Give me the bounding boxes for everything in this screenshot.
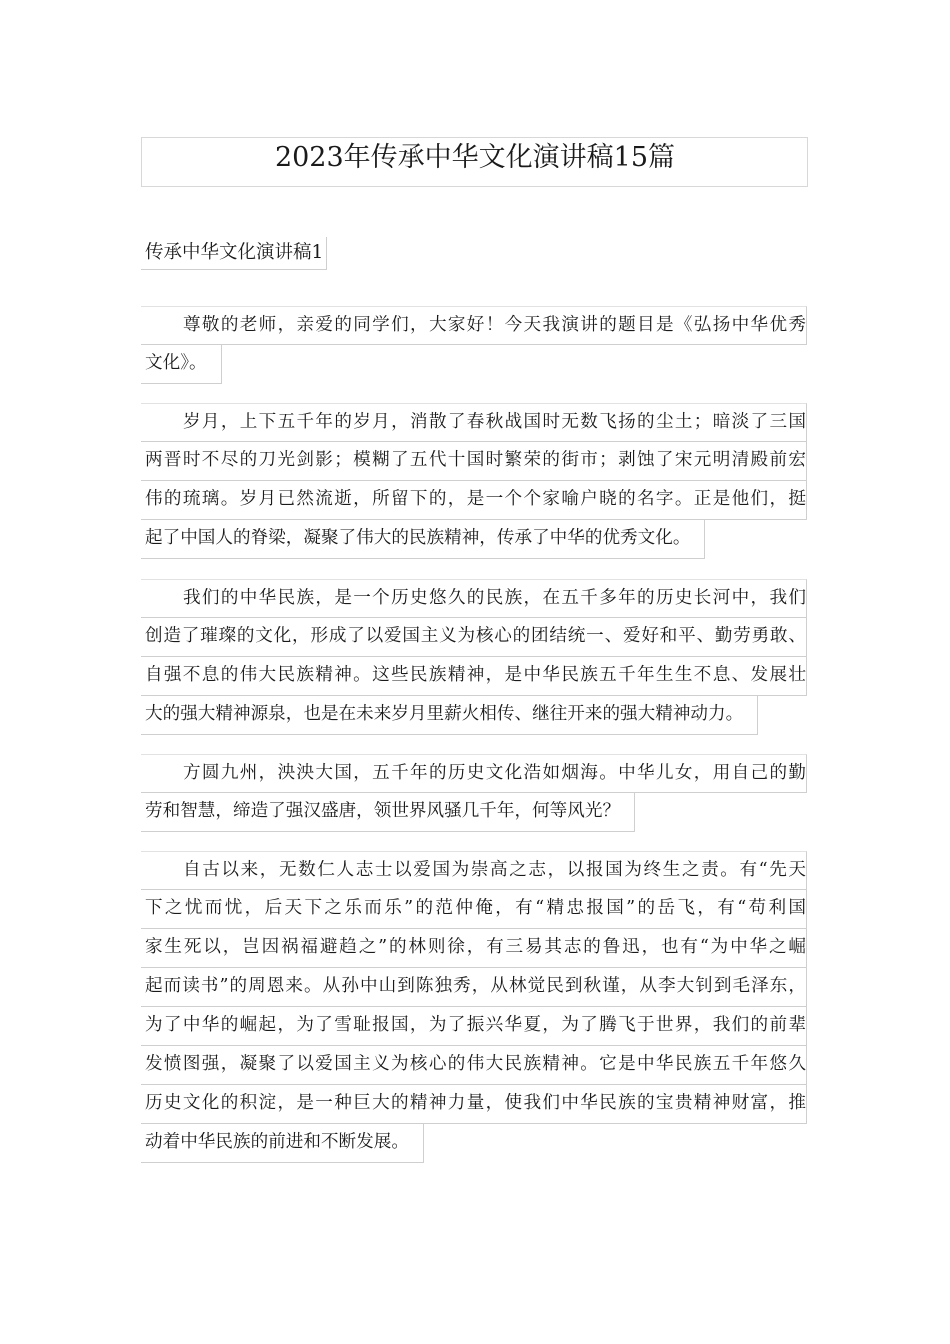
paragraph-line: 尊敬的老师，亲爱的同学们，大家好！今天我演讲的题目是《弘扬中华优秀 — [141, 306, 807, 345]
document-title: 2023年传承中华文化演讲稿15篇 — [274, 142, 676, 173]
paragraph-line: 创造了璀璨的文化，形成了以爱国主义为核心的团结统一、爱好和平、勤劳勇敢、 — [141, 618, 807, 657]
paragraph-line: 历史文化的积淀，是一种巨大的精神力量，使我们中华民族的宝贵精神财富，推 — [141, 1085, 807, 1124]
paragraph-2 — [141, 403, 807, 563]
paragraph-3 — [141, 579, 807, 739]
paragraph-line: 自古以来，无数仁人志士以爱国为崇高之志，以报国为终生之责。有“先天 — [141, 851, 807, 890]
paragraph-line: 文化》。 — [141, 345, 222, 384]
paragraph-line: 家生死以，岂因祸福避趋之”的林则徐，有三易其志的鲁迅，也有“为中华之崛 — [141, 929, 807, 968]
paragraph-line: 两晋时不尽的刀光剑影；模糊了五代十国时繁荣的街市；剥蚀了宋元明清殿前宏 — [141, 442, 807, 481]
paragraph-1 — [141, 306, 807, 388]
paragraph-line: 伟的琉璃。岁月已然流逝，所留下的，是一个个家喻户晓的名字。正是他们，挺 — [141, 481, 807, 520]
paragraph-line: 我们的中华民族，是一个历史悠久的民族，在五千多年的历史长河中，我们 — [141, 579, 807, 618]
section-heading: 传承中华文化演讲稿1 — [141, 237, 327, 270]
paragraph-line: 自强不息的伟大民族精神。这些民族精神，是中华民族五千年生生不息、发展壮 — [141, 657, 807, 696]
paragraph-line: 发愤图强，凝聚了以爱国主义为核心的伟大民族精神。它是中华民族五千年悠久 — [141, 1046, 807, 1085]
paragraph-line: 大的强大精神源泉，也是在未来岁月里薪火相传、继往开来的强大精神动力。 — [141, 696, 758, 735]
paragraph-line: 下之忧而忧，后天下之乐而乐”的范仲俺，有“精忠报国”的岳飞，有“苟利国 — [141, 890, 807, 929]
paragraph-line: 起了中国人的脊梁，凝聚了伟大的民族精神，传承了中华的优秀文化。 — [141, 520, 705, 559]
paragraph-4 — [141, 754, 807, 836]
paragraph-line: 劳和智慧，缔造了强汉盛唐，领世界风骚几千年，何等风光？ — [141, 793, 635, 832]
paragraph-line: 方圆九州，泱泱大国，五千年的历史文化浩如烟海。中华儿女，用自己的勤 — [141, 754, 807, 793]
paragraph-line: 起而读书”的周恩来。从孙中山到陈独秀，从林觉民到秋谨，从李大钊到毛泽东， — [141, 968, 807, 1007]
paragraph-line: 为了中华的崛起，为了雪耻报国，为了振兴华夏，为了腾飞于世界，我们的前辈 — [141, 1007, 807, 1046]
paragraph-line: 岁月，上下五千年的岁月，消散了春秋战国时无数飞扬的尘土；暗淡了三国 — [141, 403, 807, 442]
paragraph-line: 动着中华民族的前进和不断发展。 — [141, 1124, 424, 1163]
paragraph-5 — [141, 851, 807, 1167]
